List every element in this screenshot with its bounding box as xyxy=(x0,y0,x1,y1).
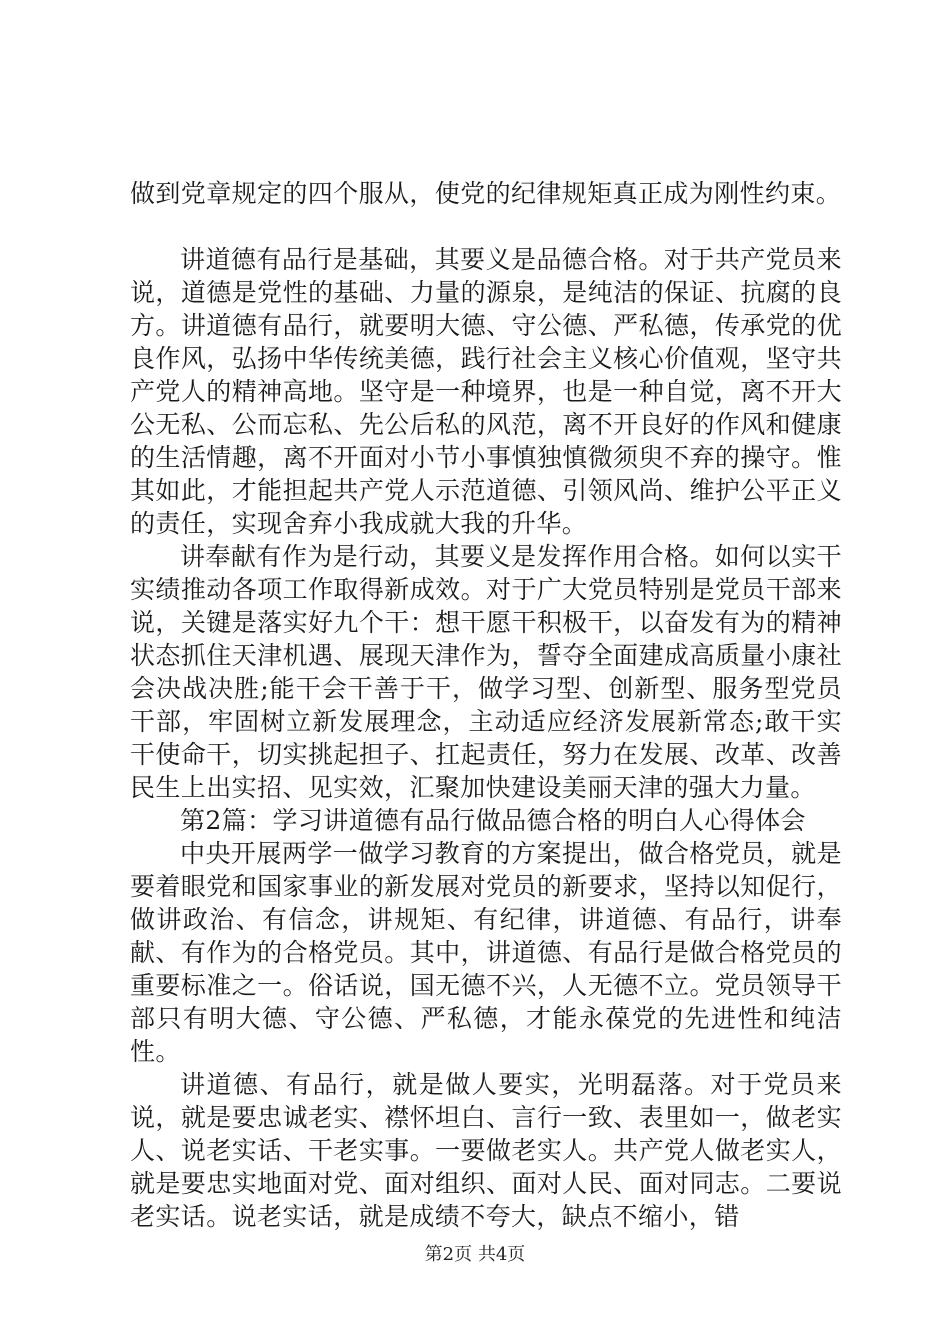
lead-line: 做到党章规定的四个服从，使党的纪律规矩真正成为刚性约束。 xyxy=(130,179,842,208)
page-footer xyxy=(0,1243,950,1267)
section-heading: 第2篇：学习讲道德有品行做品德合格的明白人心得体会 xyxy=(180,806,806,835)
paragraph-morality: 讲道德有品行是基础，其要义是品德合格。对于共产党员来说，道德是党性的基础、力量的源泉，是纯洁的保证、抗腐的良方。讲道德有品行，就要明大德、守公德、严私德，传承党的优良作风，弘扬中华传统美德，践行社会主义核心价值观，坚守共产党人的精神高地。坚守是一种境界，也是一种自觉，离不开大公无私、公而忘私、先公后私的风范，离不开良好的作风和健康的生活情趣，离不开面对小节小事慎独慎微须臾不弃的操守。惟其如此，才能担起共产党人示范道德、引领风尚、维护公平正义的责任，实现舍弃小我成就大我的升华。 xyxy=(130,245,842,538)
page-number-label: 第2页 共4页 xyxy=(424,1244,526,1265)
paragraph-section-intro: 中央开展两学一做学习教育的方案提出，做合格党员，就是要着眼党和国家事业的新发展对党员的新要求，坚持以知促行，做讲政治、有信念，讲规矩、有纪律，讲道德、有品行，讲奉献、有作为的合格党员。其中，讲道德、有品行是做合格党员的重要标准之一。俗话说，国无德不兴，人无德不立。党员领导干部只有明大德、守公德、严私德，才能永葆党的先进性和纯洁性。 xyxy=(130,839,842,1066)
paragraph-dedication: 讲奉献有作为是行动，其要义是发挥作用合格。如何以实干实绩推动各项工作取得新成效。对于广大党员特别是党员干部来说，关键是落实好九个干：想干愿干积极干，以奋发有为的精神状态抓住天津机遇、展现天津作为，誓夺全面建成高质量小康社会决战决胜;能干会干善于干，做学习型、创新型、服务型党员干部，牢固树立新发展理念，主动适应经济发展新常态;敢干实干使命干，切实挑起担子、扛起责任，努力在发展、改革、改善民生上出实招、见实效，汇聚加快建设美丽天津的强大力量。 xyxy=(130,542,842,802)
document-main-text xyxy=(130,243,842,1233)
document-body xyxy=(130,177,842,210)
paragraph-honesty: 讲道德、有品行，就是做人要实，光明磊落。对于党员来说，就是要忠诚老实、襟怀坦白、言行一致、表里如一，做老实人、说老实话、干老实事。一要做老实人。共产党人做老实人，就是要忠实地面对党、面对组织、面对人民、面对同志。二要说老实话。说老实话，就是成绩不夸大，缺点不缩小，错 xyxy=(130,1070,842,1231)
